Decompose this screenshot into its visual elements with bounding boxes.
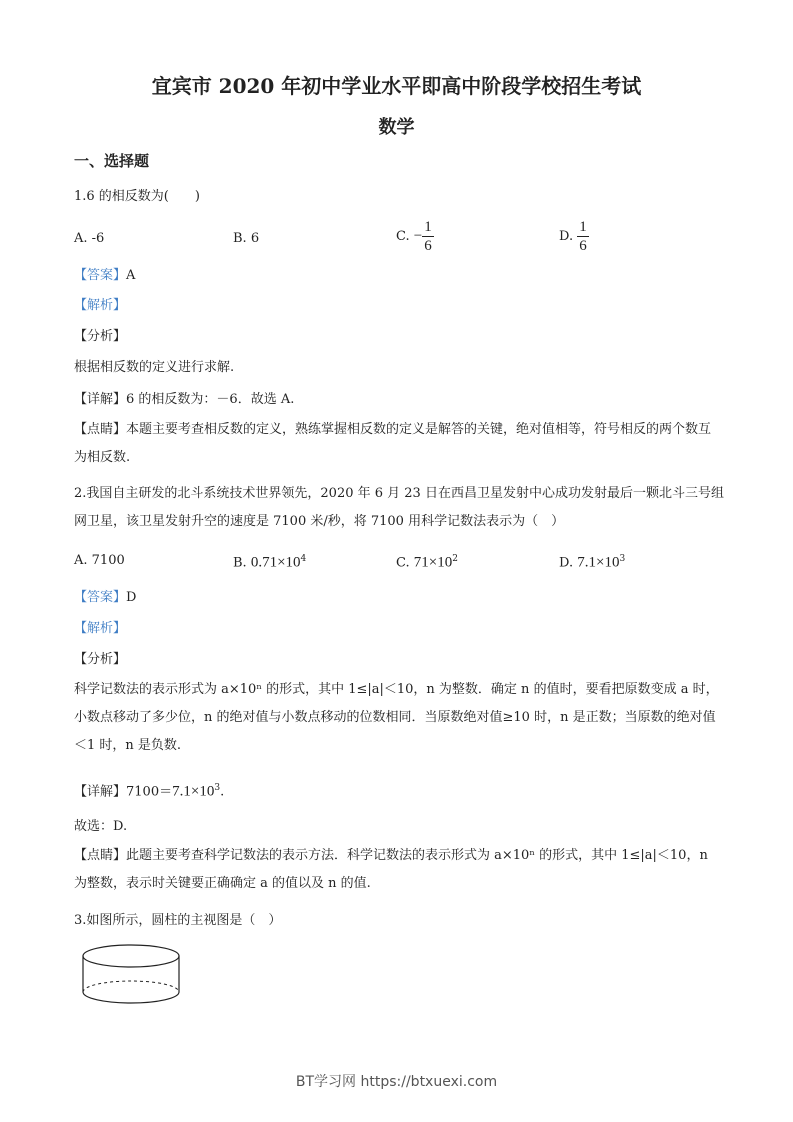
q2-option-b-label: B. — [233, 555, 247, 571]
q1-option-d-num: 1 — [579, 219, 587, 235]
q2-fenxi-text: 科学记数法的表示形式为 a×10ⁿ 的形式，其中 1≤|a|＜10，n 为整数．确定 n 的值时，要看把原数变成 a 时，小数点移动了多少位，n 的绝对值与小数点移动的位数相同．当原数绝对值≥10 时，n 是正数；当原数的绝对值＜1 时，n 是负数. — [74, 682, 719, 753]
q1-option-c-den: 6 — [424, 238, 432, 254]
q1-detail — [74, 391, 294, 409]
q1-answer-value: A — [126, 268, 136, 283]
q1-dianjing-label: 【点睛】 — [74, 422, 127, 437]
q1-option-c — [396, 218, 434, 255]
q2-option-d — [559, 550, 625, 572]
q1-option-d — [559, 218, 589, 255]
q1-option-c-fraction — [422, 218, 434, 255]
q1-stem: 1.6 的相反数为( ) — [74, 189, 200, 204]
q2-option-c-label: C. — [396, 555, 410, 571]
q2-answer-value: D — [126, 590, 137, 605]
q2-option-c — [396, 550, 458, 572]
q1-fenxi-text: 根据相反数的定义进行求解. — [74, 360, 235, 375]
q1-detail-label: 【详解】 — [74, 392, 127, 407]
page-subtitle: 数学 — [378, 117, 415, 138]
q2-dianjing-label: 【点睛】 — [74, 848, 127, 863]
q1-option-b: B. 6 — [233, 231, 260, 246]
q2-dianjing-text: 此题主要考查科学记数法的表示方法．科学记数法的表示形式为 a×10ⁿ 的形式，其中 1≤|a|＜10，n 为整数，表示时关键要正确确定 a 的值以及 n 的值. — [74, 848, 708, 891]
q1-answer — [74, 267, 135, 285]
q2-fenxi-label: 【分析】 — [74, 652, 127, 667]
q2-option-d-label: D. — [559, 555, 574, 571]
q2-detail-label: 【详解】 — [74, 784, 127, 800]
q1-dianjing — [74, 416, 724, 472]
section-heading: 一、选择题 — [74, 152, 150, 170]
q1-dianjing-text: 本题主要考查相反数的定义，熟练掌握相反数的定义是解答的关键，绝对值相等，符号相反的两个数互为相反数. — [74, 422, 712, 465]
footer-watermark: BT学习网 https://btxuexi.com — [295, 1074, 498, 1090]
q2-detail-end: . — [220, 784, 225, 800]
q2-answer — [74, 589, 136, 607]
page-title: 宜宾市 2020 年初中学业水平即高中阶段学校招生考试 — [151, 74, 642, 98]
q2-detail-pre: 7100＝ — [126, 784, 173, 800]
q2-answer-label: 【答案】 — [74, 590, 127, 605]
q2-detail — [74, 779, 224, 801]
q2-stem: 2.我国自主研发的北斗系统技术世界领先，2020 年 6 月 23 日在西昌卫星发射中心成功发射最后一颗北斗三号组网卫星，该卫星发射升空的速度是 7100 米/秒，将 7100 用科学记数法表示为（ ） — [74, 486, 724, 529]
q1-answer-label: 【答案】 — [74, 268, 127, 283]
q1-analysis-label: 【解析】 — [74, 298, 127, 313]
q2-option-c-base: 71×10 — [413, 554, 453, 571]
q1-option-c-num: 1 — [424, 219, 432, 235]
q2-option-d-exp: 3 — [619, 554, 626, 564]
q2-option-a: A. 7100 — [74, 553, 125, 568]
q2-option-b-base: 0.71×10 — [250, 554, 301, 571]
q2-detail-base: 7.1×10 — [172, 783, 215, 800]
q1-option-d-fraction — [577, 218, 589, 255]
q1-option-c-sign: − — [413, 228, 423, 244]
q1-option-d-label: D. — [559, 229, 574, 244]
q1-detail-text: 6 的相反数为：－6．故选 A. — [126, 392, 295, 407]
q2-option-c-exp: 2 — [452, 554, 458, 564]
q2-detail-exp: 3 — [214, 783, 221, 793]
q2-option-b — [233, 550, 306, 572]
cylinder-top-ellipse — [83, 945, 179, 967]
q2-analysis-label: 【解析】 — [74, 621, 127, 636]
q1-option-c-label: C. — [396, 229, 410, 244]
cylinder-bottom-front — [83, 992, 179, 1003]
q3-stem: 3.如图所示，圆柱的主视图是（ ） — [74, 913, 282, 928]
q1-option-a: A. -6 — [74, 231, 105, 246]
q2-option-b-exp: 4 — [300, 554, 307, 564]
cylinder-bottom-hidden — [83, 981, 179, 992]
q1-fenxi-label: 【分析】 — [74, 329, 127, 344]
cylinder-figure — [78, 940, 184, 1010]
q2-dianjing — [74, 842, 724, 898]
q2-guxuan: 故选：D. — [74, 819, 128, 834]
q1-option-d-den: 6 — [579, 238, 587, 254]
q2-option-d-base: 7.1×10 — [577, 554, 620, 571]
